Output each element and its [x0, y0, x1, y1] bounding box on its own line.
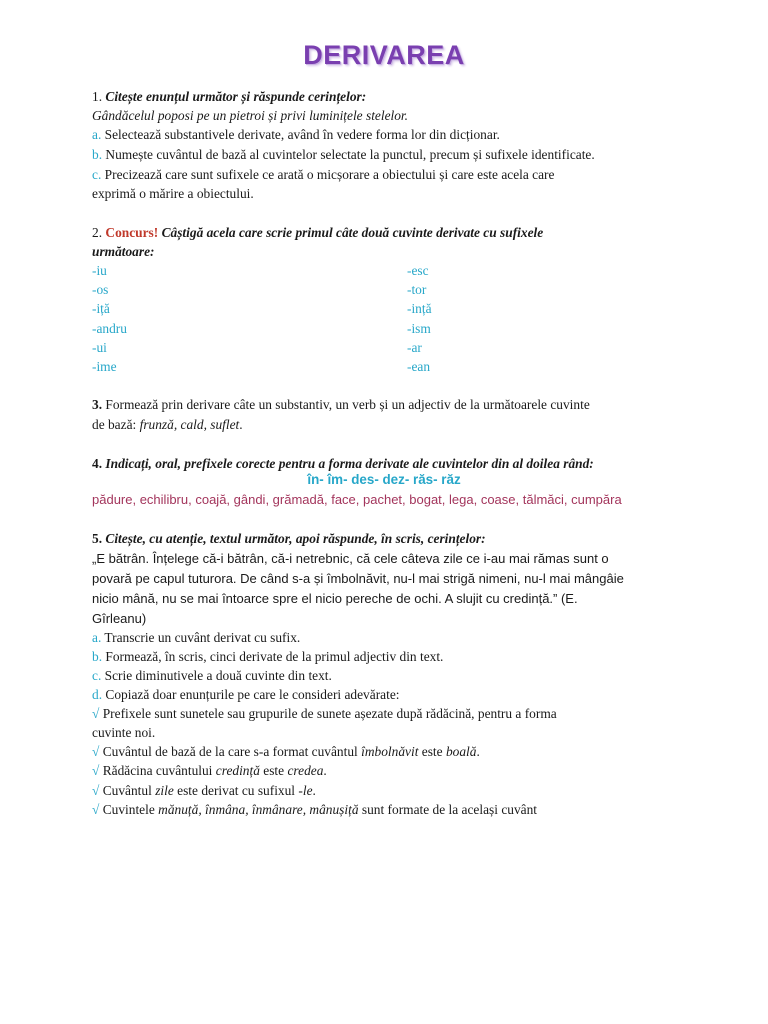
statement-3-word1: credință: [215, 763, 260, 778]
ex4-prefixes: în- îm- des- dez- răs- răz: [307, 472, 461, 487]
ex1-item-c: [92, 166, 554, 183]
suffix-left-2: -os: [92, 282, 109, 297]
statement-3-end: .: [323, 763, 327, 778]
ex5-b-text: Formează, în scris, cinci derivate de la primul adjectiv din text.: [105, 649, 444, 664]
ex5-quote-line3: nicio mână, nu se mai întoarce spre el nicio pereche de ochi. A slujit cu credință.” (E.: [92, 591, 578, 606]
statement-3-mid: este: [263, 763, 285, 778]
suffix-left-3: -iță: [92, 301, 110, 316]
statement-2: [92, 743, 480, 760]
ex1-number: 1.: [92, 89, 103, 104]
statement-1-text: Prefixele sunt sunetele sau grupurile de sunete așezate după rădăcină, pentru a forma: [102, 706, 557, 721]
ex1-b-letter: b.: [92, 147, 103, 162]
suffix-right-3: -ință: [407, 301, 432, 316]
ex1-b-text: Numește cuvântul de bază al cuvintelor selectate la punctul, precum și sufixele identificate.: [105, 147, 595, 162]
ex4-number: 4.: [92, 456, 103, 471]
statement-4: [92, 782, 316, 799]
check-icon: √: [92, 744, 100, 759]
ex3-line2: [92, 416, 243, 433]
ex1-c-text2: exprimă o mărire a obiectului.: [92, 186, 254, 201]
ex2-label: Concurs!: [105, 225, 159, 240]
page-title: DERIVAREA: [303, 40, 465, 70]
ex5-item-d: [92, 686, 399, 703]
statement-5-pre: Cuvintele: [102, 802, 155, 817]
ex5-c-letter: c.: [92, 668, 102, 683]
statement-2-word2: boală: [445, 744, 477, 759]
check-icon: √: [92, 802, 100, 817]
suffix-right-6: -ean: [407, 359, 431, 374]
suffix-right-5: -ar: [407, 340, 422, 355]
ex3-line1: [92, 396, 590, 413]
check-icon: √: [92, 783, 100, 798]
ex5-heading-text: Citește, cu atenție, textul următor, apoi răspunde, în scris, cerințelor:: [105, 531, 486, 546]
ex1-c-letter: c.: [92, 167, 102, 182]
statement-1-text2: cuvinte noi.: [92, 725, 156, 740]
ex5-item-a: [92, 629, 300, 646]
suffix-left-1: -iu: [92, 263, 107, 278]
ex5-quote-line1: „E bătrân. Înțelege că-i bătrân, că-i netrebnic, că cele câteva zile ce i-au mai rămas sunt o: [92, 551, 609, 566]
ex2-heading-text1: Câștigă acela care scrie primul câte două cuvinte derivate cu sufixele: [161, 225, 544, 240]
ex4-heading-text: Indicați, oral, prefixele corecte pentru a forma derivate ale cuvintelor din al doilea rând:: [105, 456, 594, 471]
ex2-heading-text2: următoare:: [92, 244, 155, 259]
statement-4-word2: -le: [298, 783, 313, 798]
suffix-right-4: -ism: [407, 321, 431, 336]
check-icon: √: [92, 706, 100, 721]
statement-5-words: mănuță, înmâna, înmânare, mânușiță: [158, 802, 359, 817]
ex1-a-letter: a.: [92, 127, 102, 142]
ex3-end: .: [239, 417, 243, 432]
statement-2-mid: este: [421, 744, 443, 759]
suffix-right-2: -tor: [407, 282, 427, 297]
suffix-left-6: -ime: [92, 359, 117, 374]
ex1-c-text1: Precizează care sunt sufixele ce arată o micșorare a obiectului și care este acela care: [104, 167, 555, 182]
ex5-a-text: Transcrie un cuvânt derivat cu sufix.: [104, 630, 301, 645]
statement-2-word1: îmbolnăvit: [361, 744, 419, 759]
ex5-b-letter: b.: [92, 649, 103, 664]
suffix-right-1: -esc: [407, 263, 429, 278]
statement-4-mid: este derivat cu sufixul: [177, 783, 296, 798]
ex5-item-b: [92, 648, 443, 665]
ex4-heading: [92, 455, 594, 472]
statement-2-pre: Cuvântul de bază de la care s-a format cuvântul: [102, 744, 358, 759]
ex5-d-text: Copiază doar enunțurile pe care le consideri adevărate:: [105, 687, 400, 702]
ex5-d-letter: d.: [92, 687, 103, 702]
ex3-number: 3.: [92, 397, 103, 412]
ex1-sentence: Gândăcelul poposi pe un pietroi și privi luminițele stelelor.: [92, 108, 409, 123]
ex3-text1: Formează prin derivare câte un substantiv, un verb și un adjectiv de la următoarele cuvinte: [105, 397, 590, 412]
ex1-item-b: [92, 146, 595, 163]
ex5-quote-line4: Gîrleanu): [92, 611, 147, 626]
statement-4-end: .: [312, 783, 316, 798]
statement-3: [92, 762, 327, 779]
ex1-heading: [92, 88, 366, 105]
ex1-heading-text: Citește enunțul următor și răspunde cerințelor:: [105, 89, 367, 104]
ex5-number: 5.: [92, 531, 103, 546]
ex5-heading: [92, 530, 486, 547]
statement-3-pre: Rădăcina cuvântului: [102, 763, 213, 778]
ex4-words: pădure, echilibru, coajă, gândi, grămadă, face, pachet, bogat, lega, coase, tălmăci, cumpăra: [92, 492, 622, 507]
statement-5: [92, 801, 537, 818]
ex1-item-a: [92, 126, 500, 143]
check-icon: √: [92, 763, 100, 778]
ex2-heading: [92, 224, 543, 241]
suffix-left-5: -ui: [92, 340, 107, 355]
ex3-text2: de bază:: [92, 417, 137, 432]
statement-2-end: .: [476, 744, 480, 759]
statement-5-end: sunt formate de la același cuvânt: [361, 802, 538, 817]
ex2-number: 2.: [92, 225, 103, 240]
ex5-quote-line2: povară pe capul tuturora. De când s-a și îmbolnăvit, nu-l mai strigă nimeni, nu-l mai mângâie: [92, 571, 624, 586]
statement-3-word2: credea: [287, 763, 324, 778]
statement-4-pre: Cuvântul: [102, 783, 152, 798]
statement-1: [92, 705, 557, 722]
ex5-a-letter: a.: [92, 630, 102, 645]
statement-4-word1: zile: [155, 783, 174, 798]
ex1-a-text: Selectează substantivele derivate, având în vedere forma lor din dicționar.: [104, 127, 500, 142]
ex5-item-c: [92, 667, 332, 684]
ex5-c-text: Scrie diminutivele a două cuvinte din text.: [104, 668, 332, 683]
ex3-words: frunză, cald, suflet: [139, 417, 240, 432]
suffix-left-4: -andru: [92, 321, 127, 336]
